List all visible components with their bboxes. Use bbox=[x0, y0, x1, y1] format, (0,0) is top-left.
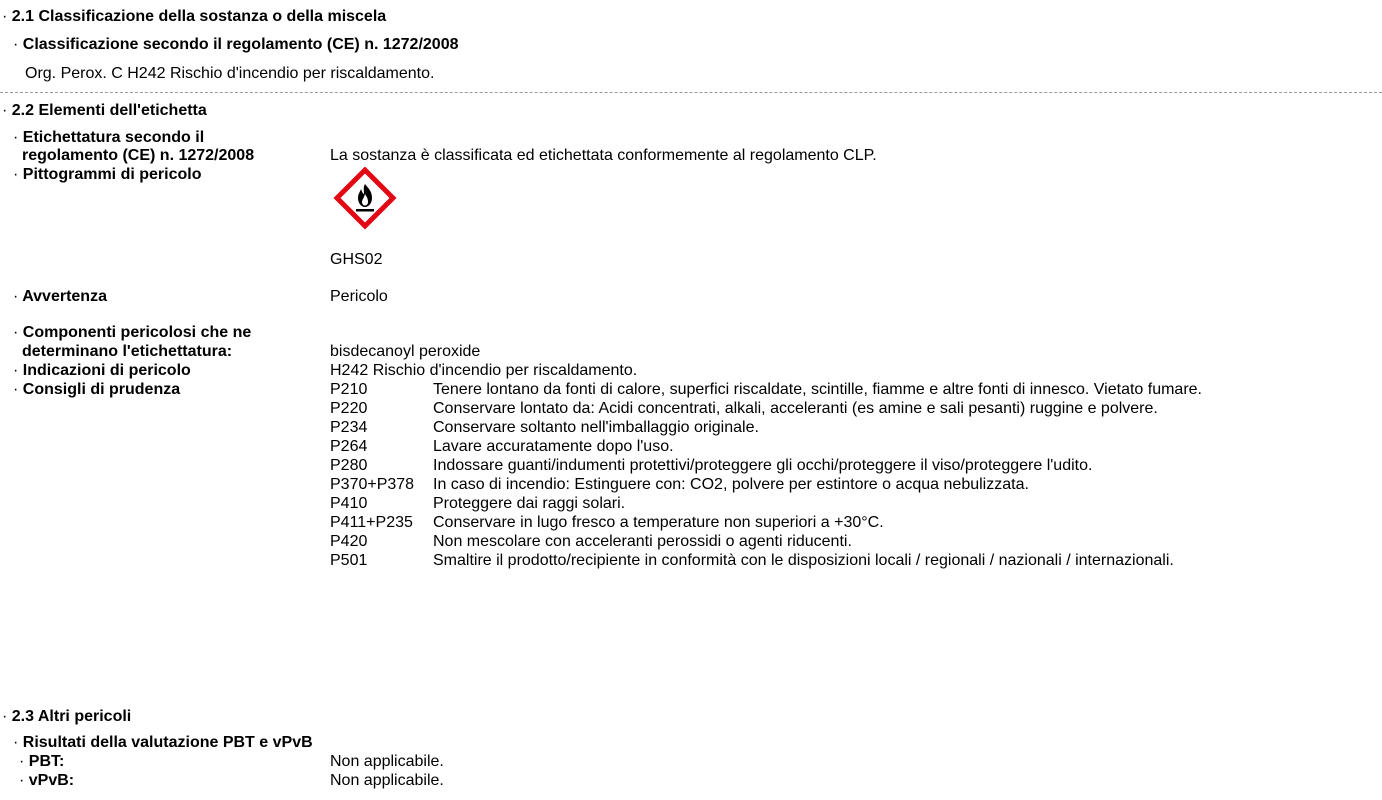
bullet: · bbox=[13, 129, 19, 146]
precaution-text: Smaltire il prodotto/recipiente in conformità con le disposizioni locali / regionali / nazionali / internazionali. bbox=[433, 552, 1174, 569]
bullet: · bbox=[13, 166, 19, 183]
precaution-text: Conservare lontato da: Acidi concentrati, alkali, acceleranti (es amine e sali pesanti) ruggine e polvere. bbox=[433, 400, 1158, 417]
section-heading: 2.3 Altri pericoli bbox=[11, 708, 132, 725]
pictograms-label bbox=[13, 165, 201, 184]
precaution-row bbox=[330, 475, 1380, 494]
precaution-row bbox=[330, 551, 1380, 570]
precaution-code: P420 bbox=[330, 533, 368, 550]
classification-value: Org. Perox. C H242 Rischio d'incendio per riscaldamento. bbox=[25, 65, 435, 82]
hazard-statement-value: H242 Rischio d'incendio per riscaldamento. bbox=[330, 362, 638, 379]
signal-label-text: Avvertenza bbox=[22, 288, 107, 305]
precaution-row bbox=[330, 399, 1380, 418]
section-2-1-heading bbox=[2, 7, 386, 26]
bullet: · bbox=[19, 772, 25, 789]
subheading-text: Risultati della valutazione PBT e vPvB bbox=[22, 734, 313, 751]
section-heading: 2.2 Elementi dell'etichetta bbox=[11, 102, 207, 119]
precaution-text: Indossare guanti/indumenti protettivi/proteggere gli occhi/proteggere il viso/proteggere l'udito. bbox=[433, 457, 1093, 474]
bullet: · bbox=[2, 8, 8, 25]
precaution-label-text: Consigli di prudenza bbox=[22, 381, 181, 398]
precaution-row bbox=[330, 456, 1380, 475]
section-divider bbox=[0, 92, 1382, 93]
ghs02-flame-icon bbox=[330, 167, 425, 247]
components-value: bisdecanoyl peroxide bbox=[330, 343, 481, 360]
pbt-vpvb-subheading bbox=[13, 733, 313, 752]
precaution-text: Tenere lontano da fonti di calore, superfici riscaldate, scintille, fiamme e altre fonti di innesco. Vietato fumare. bbox=[433, 381, 1202, 398]
vpvb-value: Non applicabile. bbox=[330, 772, 444, 789]
precaution-code: P370+P378 bbox=[330, 476, 415, 493]
precaution-code: P264 bbox=[330, 438, 368, 455]
bullet: · bbox=[2, 102, 8, 119]
labelling-label bbox=[13, 128, 204, 147]
precaution-code: P501 bbox=[330, 552, 368, 569]
labelling-label-line2: regolamento (CE) n. 1272/2008 bbox=[22, 147, 255, 164]
bullet: · bbox=[19, 753, 25, 770]
precaution-row bbox=[330, 418, 1380, 437]
classification-subheading bbox=[13, 35, 458, 54]
precautionary-statements-list bbox=[330, 380, 1380, 570]
pbt-value: Non applicabile. bbox=[330, 753, 444, 770]
precaution-row bbox=[330, 380, 1380, 399]
precaution-text: Conservare in lugo fresco a temperature non superiori a +30°C. bbox=[433, 514, 884, 531]
section-2-2-heading bbox=[2, 101, 207, 120]
precaution-code: P220 bbox=[330, 400, 368, 417]
pictograms-label-text: Pittogrammi di pericolo bbox=[22, 166, 202, 183]
precaution-text: Conservare soltanto nell'imballaggio originale. bbox=[433, 419, 759, 436]
bullet: · bbox=[2, 708, 8, 725]
precaution-row bbox=[330, 532, 1380, 551]
bullet: · bbox=[13, 362, 19, 379]
components-label bbox=[13, 323, 251, 342]
hazard-label-text: Indicazioni di pericolo bbox=[22, 362, 191, 379]
subheading-text: Classificazione secondo il regolamento (CE) n. 1272/2008 bbox=[22, 36, 459, 53]
precaution-text: In caso di incendio: Estinguere con: CO2, polvere per estintore o acqua nebulizzata. bbox=[433, 476, 1029, 493]
labelling-label-line1: Etichettatura secondo il bbox=[22, 129, 205, 146]
bullet: · bbox=[13, 381, 19, 398]
pictogram-code: GHS02 bbox=[330, 251, 383, 268]
labelling-value: La sostanza è classificata ed etichettata conformemente al regolamento CLP. bbox=[330, 147, 877, 164]
precaution-row bbox=[330, 437, 1380, 456]
bullet: · bbox=[13, 36, 19, 53]
precaution-code: P210 bbox=[330, 381, 368, 398]
components-label-line2: determinano l'etichettatura: bbox=[22, 343, 233, 360]
section-heading: 2.1 Classificazione della sostanza o della miscela bbox=[11, 8, 387, 25]
components-label-line1: Componenti pericolosi che ne bbox=[22, 324, 252, 341]
precaution-code: P410 bbox=[330, 495, 368, 512]
precaution-code: P411+P235 bbox=[330, 514, 413, 531]
precaution-text: Non mescolare con acceleranti perossidi o agenti riducenti. bbox=[433, 533, 852, 550]
pbt-label-text: PBT: bbox=[28, 753, 65, 770]
vpvb-label-text: vPvB: bbox=[28, 772, 75, 789]
signal-word-label bbox=[13, 287, 107, 306]
precaution-code: P234 bbox=[330, 419, 368, 436]
section-2-3-heading bbox=[2, 707, 131, 726]
precaution-text: Proteggere dai raggi solari. bbox=[433, 495, 626, 512]
signal-word-value: Pericolo bbox=[330, 288, 388, 305]
precautionary-label bbox=[13, 380, 180, 399]
ghs02-pictogram-svg bbox=[330, 167, 425, 247]
precaution-row bbox=[330, 494, 1380, 513]
precaution-row bbox=[330, 513, 1380, 532]
pbt-label bbox=[19, 752, 64, 771]
vpvb-label bbox=[19, 771, 74, 790]
bullet: · bbox=[13, 324, 19, 341]
hazard-statements-label bbox=[13, 361, 191, 380]
precaution-code: P280 bbox=[330, 457, 368, 474]
precaution-text: Lavare accuratamente dopo l'uso. bbox=[433, 438, 674, 455]
bullet: · bbox=[13, 734, 19, 751]
bullet: · bbox=[13, 288, 19, 305]
